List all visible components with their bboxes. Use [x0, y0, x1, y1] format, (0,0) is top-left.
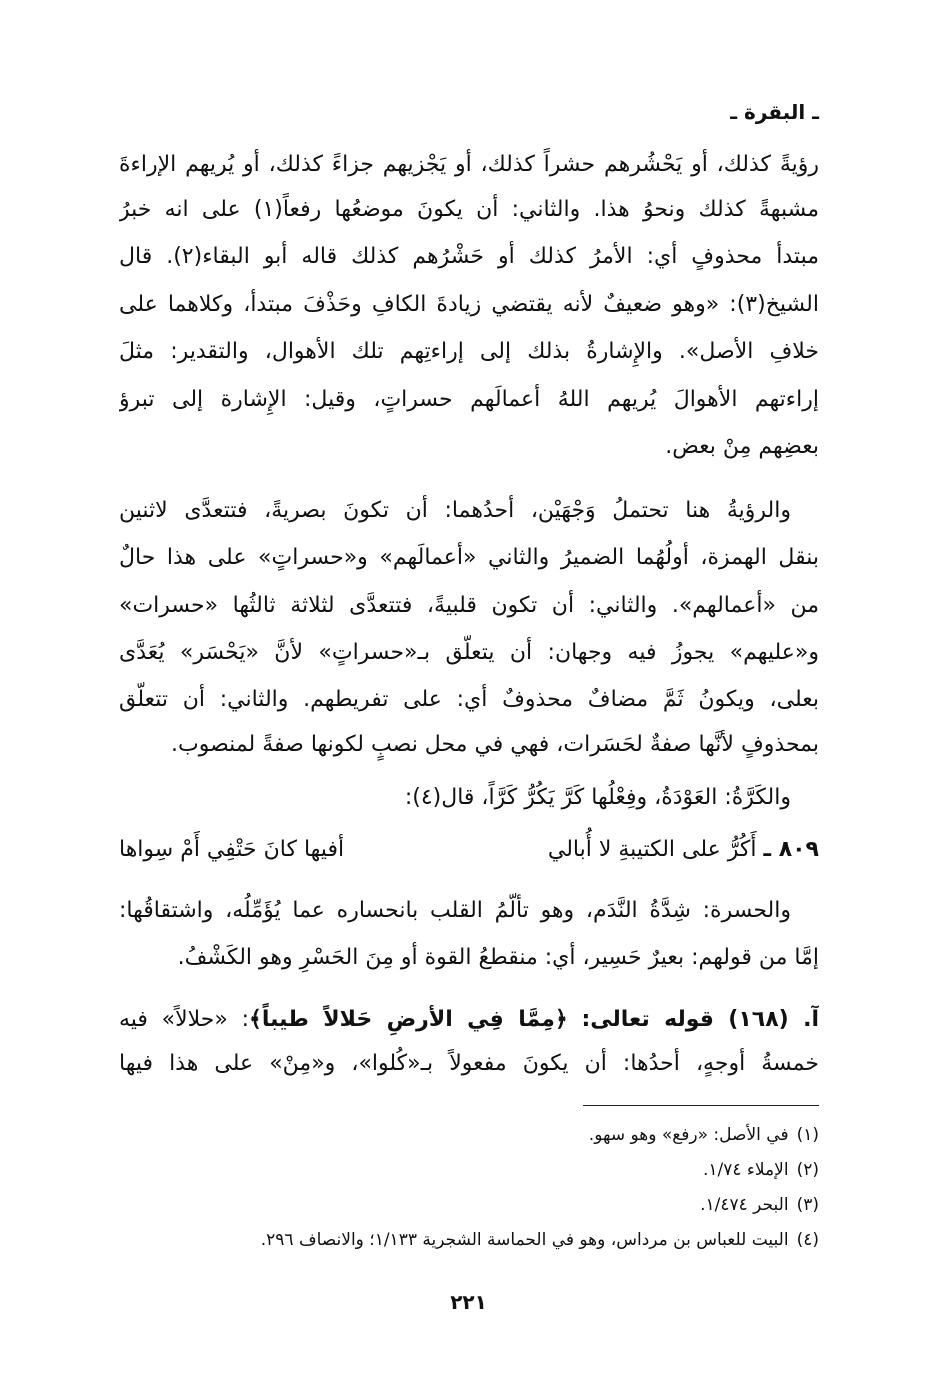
text-line-11: و«عليهم» يجوزُ فيه وجهان: أن يتعلَّق بـ«حسراتٍ» لأنَّ «يَحْسَر» يُعَدَّى	[119, 640, 819, 665]
running-header: ـ البقرة ـ	[730, 100, 819, 124]
footnote-2	[119, 1155, 819, 1185]
footnote-number: (١)	[796, 1125, 819, 1145]
text-line-14: والكَرَّةُ: العَوْدَةُ، وفِعْلُها كَرَّ يَكُرُّ كَرَّاً، قال(٤):	[404, 785, 791, 810]
text-line-15: والحسرة: شِدَّةُ النَّدَم، وهو تألُّمُ القلب بانحساره عما يُؤَمِّلُه، واشتقاقُها:	[119, 898, 791, 923]
text-line-8: والرؤيةُ هنا تحتملُ وَجْهَيْن، أحدُهما: أن تكونَ بصريةً، فتتعدَّى لاثنين	[119, 498, 791, 523]
text-line-12: بعلى، ويكونُ ثَمَّ مضافٌ محذوفٌ أي: على تفريطهم. والثاني: أن تتعلَّق	[119, 687, 819, 712]
verse-first-hemistich	[548, 832, 819, 868]
text-line-17: خمسةُ أوجهٍ، أحدُها: أن يكونَ مفعولاً بـ«كُلوا»، و«مِنْ» على هذا فيها	[119, 1051, 819, 1076]
text-line-4: الشيخ(٣): «وهو ضعيفٌ لأنه يقتضي زيادةَ الكافِ وحَذْفَ مبتدأ، وكلاهما على	[119, 292, 819, 317]
footnote-text: البيت للعباس بن مرداس، وهو في الحماسة الشجرية ١/١٣٣؛ والانصاف ٢٩٦.	[260, 1230, 789, 1250]
text-line-2: مشبهةً كذلك ونحوُ هذا. والثاني: أن يكونَ موضعُها رفعاً(١) على انه خبرُ	[119, 197, 819, 222]
text-line-3: مبتدأ محذوفٍ أي: الأمرُ كذلك أو حَشْرُهم كذلك قاله أبو البقاء(٢). قال	[119, 244, 819, 269]
aya-rest: : «حلالاً» فيه	[119, 1007, 250, 1032]
verse-number: ٨٠٩ ـ	[763, 837, 819, 862]
text-line-16: إمَّا من قولهم: بعيرٌ حَسِير، أي: منقطعُ القوة أو مِنَ الحَسْرِ وهو الكَشْفُ.	[177, 945, 819, 970]
text-line-5: خلافِ الأصل». والإِشارةُ بذلك إلى إراءتِهم تلك الأهوال، والتقدير: مثلَ	[119, 339, 819, 364]
verse-first-text: أَكُرُّ على الكتيبةِ لا أُبالي	[547, 837, 757, 862]
footnote-number: (٤)	[796, 1230, 819, 1250]
text-line-10: من «أعمالهم». والثاني: أن تكون قلبيةً، فتتعدَّى لثلاثة ثالثُها «حسرات»	[119, 593, 819, 618]
text-line-6: إراءتهم الأهوالَ يُريهم اللهُ أعمالَهم حسراتٍ، وقيل: الإِشارة إلى تبرؤ	[119, 387, 819, 412]
text-line-9: بنقل الهمزة، أولُهُما الضميرُ والثاني «أعمالَهم» و«حسراتٍ» على هذا حالٌ	[119, 545, 819, 570]
poetry-verse	[119, 832, 819, 868]
aya-quote: ﴿مِمَّا فِي الأرضِ حَلالاً طيباً﴾	[249, 1007, 568, 1032]
text-line-1: رؤيةً كذلك، أو يَحْشُرهم حشراً كذلك، أو يَجْزيهم جزاءً كذلك، أو يُريهم الإراءةَ	[119, 152, 819, 177]
aya-line	[119, 1002, 819, 1038]
text-line-13: بمحذوفٍ لأنَّها صفةٌ لحَسَرات، فهي في محل نصبٍ لكونها صفةً لمنصوب.	[171, 732, 819, 757]
page-number: ٢٢١	[450, 1290, 487, 1314]
footnote-text: في الأصل: «رفع» وهو سهو.	[588, 1125, 789, 1145]
footnote-text: الإملاء ١/٧٤.	[702, 1160, 789, 1180]
verse-second-hemistich: أفيها كانَ حَتْفِي أَمْ سِواها	[119, 837, 345, 862]
footnote-text: البحر ١/٤٧٤.	[700, 1195, 789, 1215]
text-line-7: بعضِهم مِنْ بعض.	[665, 434, 819, 459]
footnote-number: (٣)	[796, 1195, 819, 1215]
aya-marker: آ. (١٦٨) قوله تعالى:	[581, 1007, 819, 1032]
footnote-4	[119, 1225, 819, 1255]
footnote-3	[119, 1190, 819, 1220]
footnote-1	[119, 1120, 819, 1150]
footnote-separator	[583, 1105, 819, 1106]
footnote-number: (٢)	[796, 1160, 819, 1180]
